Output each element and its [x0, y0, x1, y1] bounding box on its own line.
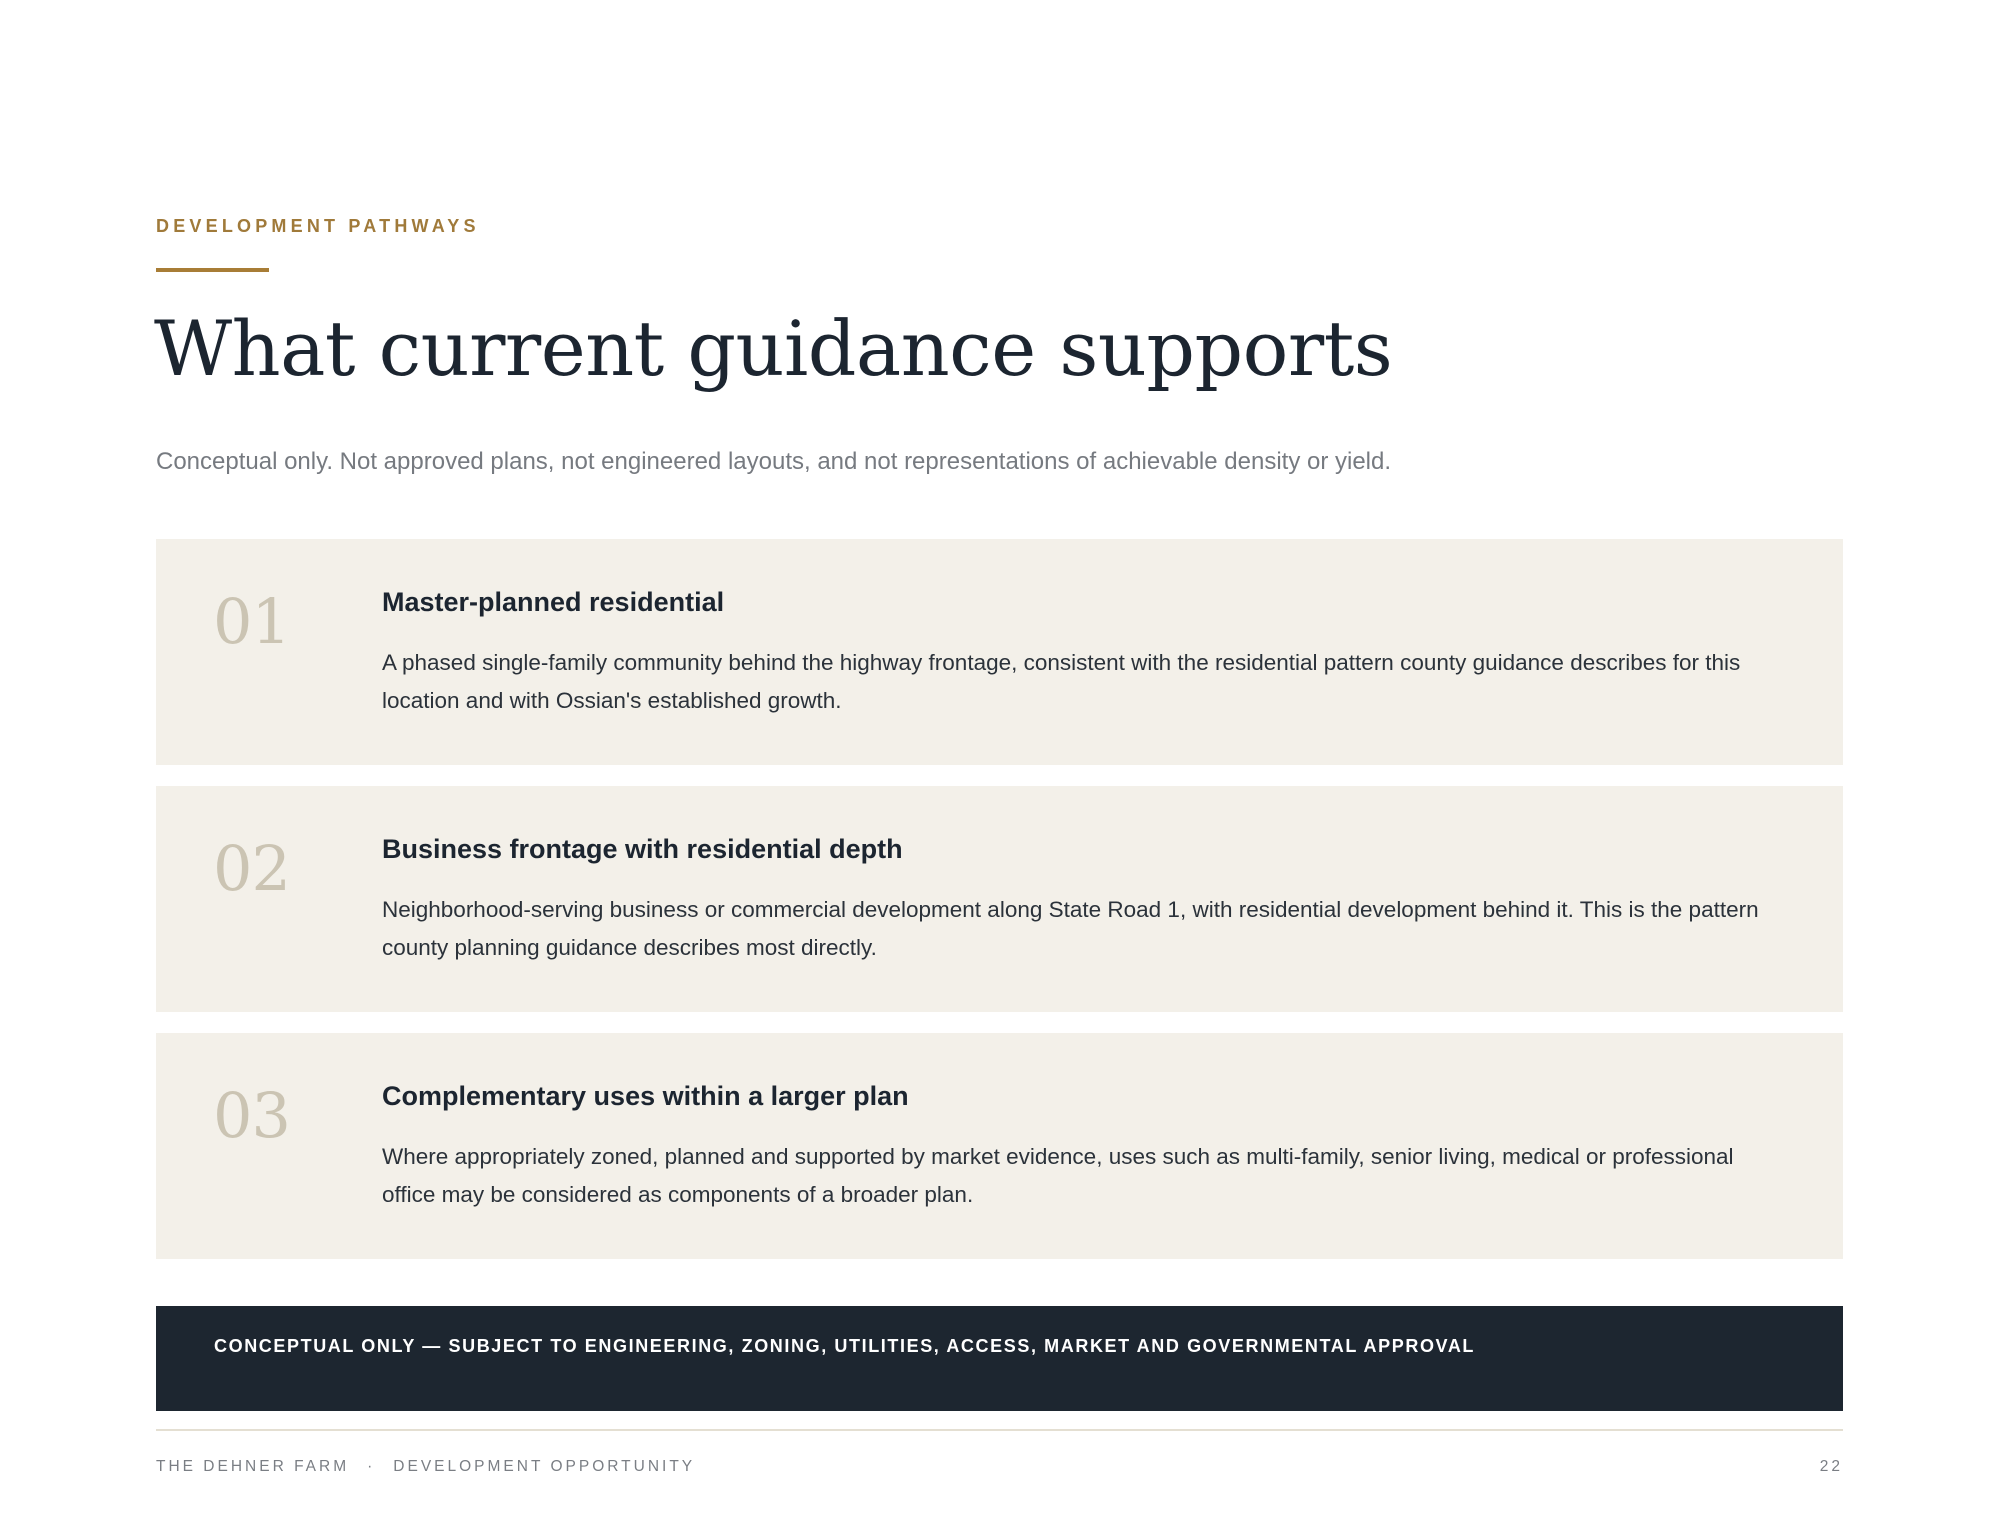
pathway-title: Master-planned residential: [382, 587, 725, 617]
page-number: 22: [1819, 1458, 1843, 1475]
footer-divider: [156, 1429, 1843, 1431]
pathway-number: 01: [213, 585, 290, 658]
footer-separator: ·: [367, 1458, 376, 1475]
pathway-card-03: [156, 1033, 1843, 1259]
page: [156, 0, 1843, 1539]
pathway-description: Where appropriately zoned, planned and supported by market evidence, uses such as multi-family, senior living, medical or professional office may be considered as components of a broader plan.: [382, 1144, 1734, 1208]
pathway-number: 02: [213, 832, 290, 905]
footer-section-name: DEVELOPMENT OPPORTUNITY: [393, 1458, 696, 1475]
pathway-number: 03: [213, 1079, 290, 1152]
page-title: What current guidance supports: [154, 304, 1393, 393]
pathway-list: [156, 539, 1843, 1280]
pathway-content: [382, 1080, 1783, 1214]
disclaimer-text: CONCEPTUAL ONLY — SUBJECT TO ENGINEERING, ZONING, UTILITIES, ACCESS, MARKET AND GOVERNMENTAL APPROVAL: [214, 1336, 1476, 1356]
eyebrow-divider: [156, 268, 269, 272]
pathway-description: Neighborhood-serving business or commercial development along State Road 1, with residential development behind it. This is the pattern county planning guidance describes most directly.: [382, 897, 1759, 961]
pathway-title: Business frontage with residential depth: [382, 834, 903, 864]
pathway-description: A phased single-family community behind the highway frontage, consistent with the residential pattern county guidance describes for this location and with Ossian's established growth.: [382, 650, 1741, 714]
disclaimer-banner: [156, 1306, 1843, 1411]
footer-left: [156, 1458, 695, 1476]
pathway-title: Complementary uses within a larger plan: [382, 1081, 909, 1111]
footer-property-name: THE DEHNER FARM: [156, 1458, 350, 1475]
page-subtitle: Conceptual only. Not approved plans, not engineered layouts, and not representations of achievable density or yield.: [156, 448, 1392, 475]
pathway-card-01: [156, 539, 1843, 765]
pathway-content: [382, 833, 1783, 967]
pathway-card-02: [156, 786, 1843, 1012]
section-eyebrow: DEVELOPMENT PATHWAYS: [156, 216, 480, 236]
pathway-content: [382, 586, 1783, 720]
